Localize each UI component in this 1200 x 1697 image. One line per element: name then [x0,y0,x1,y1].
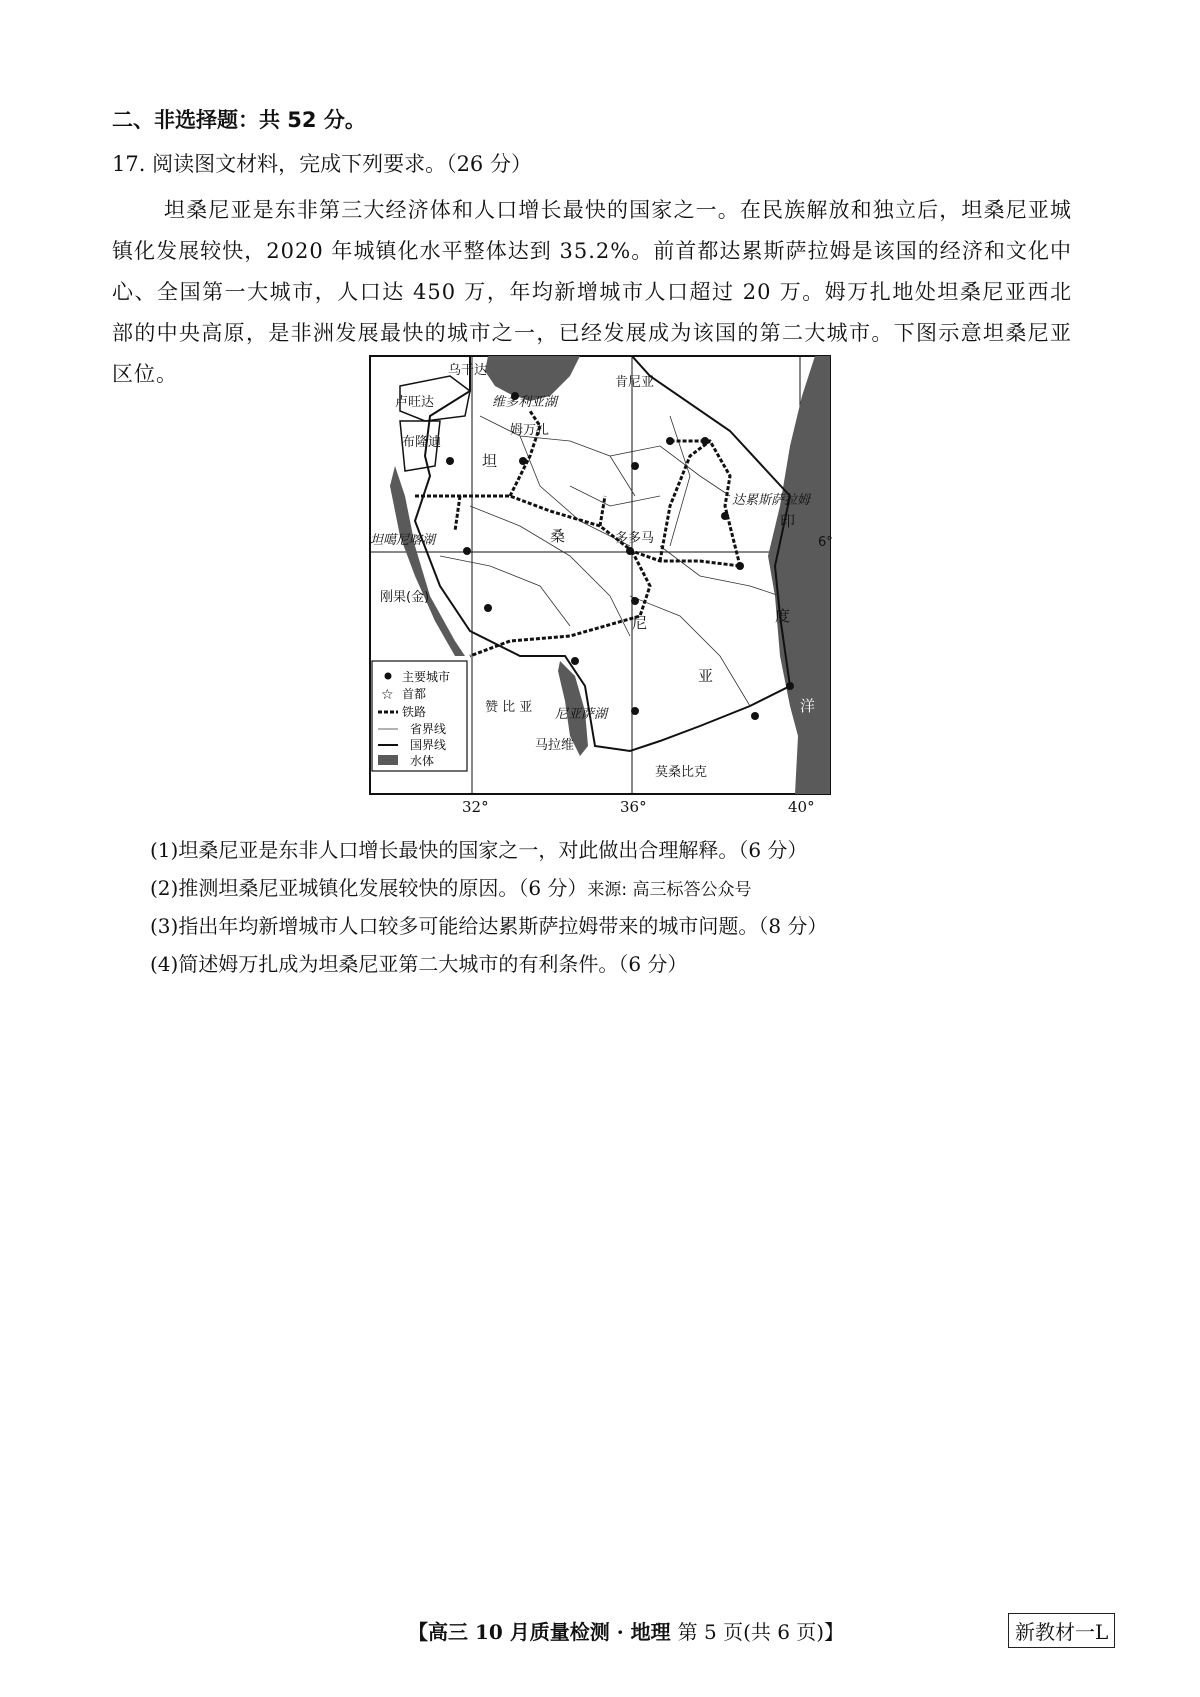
legend-railway: 铁路 [402,705,427,719]
city-dot [446,457,454,465]
subquestion-4: (4)简述姆万扎成为坦桑尼亚第二大城市的有利条件。（6 分） [150,952,688,976]
label-dar: 达累斯萨拉姆 [732,493,811,508]
subquestion-3: (3)指出年均新增城市人口较多可能给达累斯萨拉姆带来的城市问题。（8 分） [150,914,828,938]
label-malawi: 马拉维 [535,738,575,753]
label-zambia: 赞 比 亚 [485,700,533,715]
city-dot [631,707,639,715]
label-tan: 坦 [482,452,498,470]
label-kenya: 肯尼亚 [615,375,655,390]
city-dot [701,437,709,445]
legend-capital: 首都 [402,687,427,701]
label-congo: 刚果(金) [380,590,430,605]
label-lat-6: 6° [818,535,833,550]
footer-title: 【高三 10 月质量检测 · 地理 [408,1620,671,1644]
city-dot [463,547,471,555]
city-dot [721,512,729,520]
city-dot [631,597,639,605]
city-dot [786,682,794,690]
label-sang: 桑 [550,527,566,545]
city-dot [751,712,759,720]
label-ocean-yang: 洋 [800,697,816,715]
legend-national: 国界线 [410,738,447,752]
label-lake-tanganyika: 坦噶尼喀湖 [370,533,436,548]
label-ni: 尼 [632,614,648,632]
legend-province: 省界线 [410,722,447,736]
legend-city: 主要城市 [402,670,451,684]
lon-36-label: 36° [620,798,647,816]
section-title: 二、非选择题：共 52 分。 [112,108,366,132]
city-dot [571,657,579,665]
city-dot [626,547,634,555]
footer-page: 第 5 页(共 6 页)】 [677,1620,845,1644]
map-legend [372,661,467,771]
label-lake-victoria: 维多利亚湖 [492,395,558,410]
city-dot [736,562,744,570]
legend-capital-icon: ☆ [381,687,394,703]
label-ocean-du: 度 [775,607,791,625]
edition-badge: 新教材一L [1008,1613,1115,1648]
subquestion-1: (1)坦桑尼亚是东非人口增长最快的国家之一，对此做出合理解释。（6 分） [150,838,808,862]
source-note: 来源: 高三标答公众号 [587,880,752,900]
tanzania-map [370,356,833,794]
legend-water: 水体 [410,754,435,768]
city-dot [484,604,492,612]
label-lake-nyasa: 尼亚萨湖 [555,707,608,722]
label-dodoma: 多多马 [615,531,655,546]
question-paragraph: 坦桑尼亚是东非第三大经济体和人口增长最快的国家之一。在民族解放和独立后，坦桑尼亚城镇化发展较快，2020 年城镇化水平整体达到 35.2%。前首都达累斯萨拉姆是该国的经济和文化中心、全国第一大城市，人口达 450 万，年均新增城市人口超过 20 万。姆万扎地处坦桑尼亚西北部的中央高原，是非洲发展最快的城市之一，已经发展成为该国的第二大城市。下图示意坦桑尼亚区位。 [112,198,1072,386]
label-uganda: 乌干达 [448,363,488,378]
label-ya: 亚 [698,667,714,685]
label-mozambique: 莫桑比克 [655,765,708,780]
label-rwanda: 卢旺达 [395,395,435,410]
label-burundi: 布隆迪 [402,435,442,450]
label-mwanza: 姆万扎 [510,423,550,438]
city-dot [666,437,674,445]
question-stem: 17. 阅读图文材料，完成下列要求。（26 分） [112,152,532,176]
label-ocean-yin: 印 [780,512,796,530]
page-footer [408,1616,844,1645]
lon-32-label: 32° [462,798,489,816]
city-dot [519,457,527,465]
lon-40-label: 40° [788,798,815,816]
subquestion-2: (2)推测坦桑尼亚城镇化发展较快的原因。（6 分）来源: 高三标答公众号 [150,876,752,900]
city-dot [631,462,639,470]
